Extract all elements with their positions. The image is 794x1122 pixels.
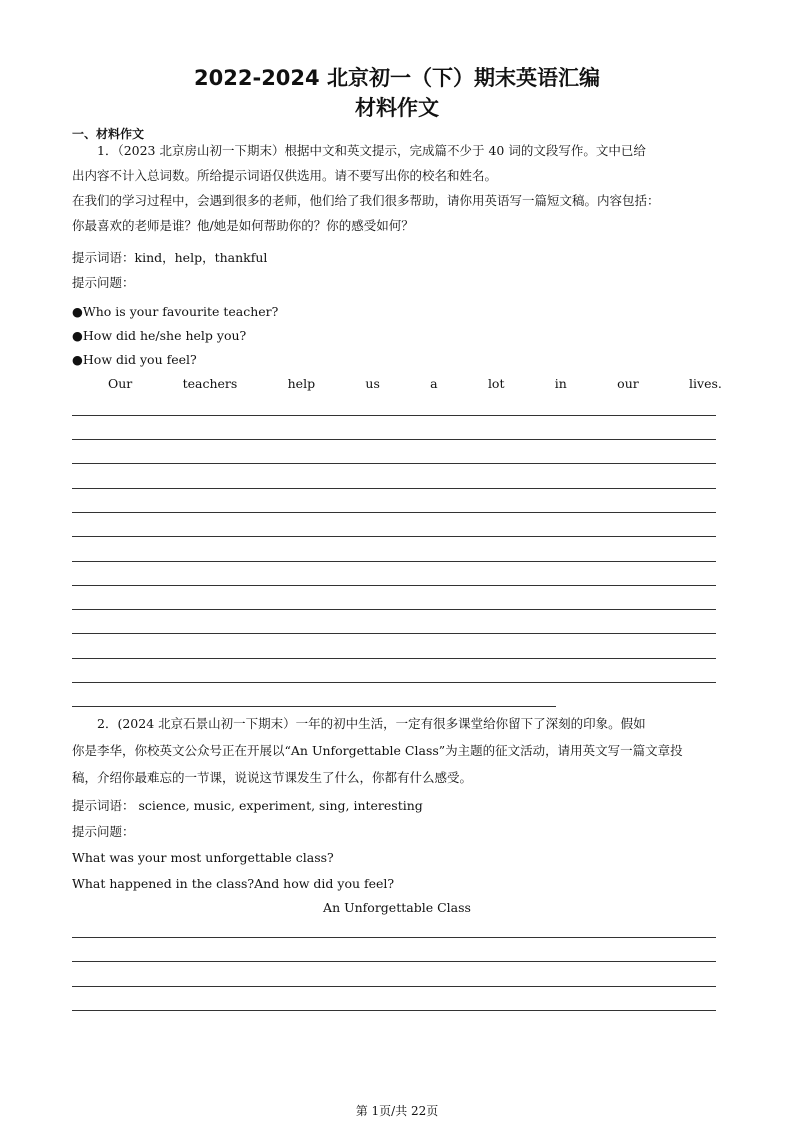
- q1-bullet-2: ●How did he/she help you?: [72, 328, 247, 343]
- opening-word: Our: [108, 376, 133, 391]
- writing-line[interactable]: [72, 463, 716, 464]
- writing-line[interactable]: [72, 1010, 716, 1011]
- opening-word: teachers: [182, 376, 238, 391]
- writing-line[interactable]: [72, 633, 716, 634]
- opening-word: our: [617, 376, 639, 391]
- q2-line-2: 你是李华，你校英文公众号正在开展以“An Unforgettable Class”为主题的征文活动，请用英文写一篇文章投: [72, 743, 683, 758]
- q1-bullet-1: ●Who is your favourite teacher?: [72, 304, 279, 319]
- q1-line-4: 你最喜欢的老师是谁？他/她是如何帮助你的？你的感受如何？: [72, 218, 414, 233]
- writing-line[interactable]: [72, 658, 716, 659]
- essay-title: An Unforgettable Class: [323, 900, 471, 915]
- opening-word: a: [430, 376, 438, 391]
- writing-line[interactable]: [72, 585, 716, 586]
- q2-question-1: What was your most unforgettable class?: [72, 850, 334, 865]
- writing-line[interactable]: [72, 561, 716, 562]
- q1-line-2: 出内容不计入总词数。所给提示词语仅供选用。请不要写出你的校名和姓名。: [72, 168, 498, 183]
- writing-line[interactable]: [72, 439, 716, 440]
- writing-line[interactable]: [72, 609, 716, 610]
- q1-bullet-3: ●How did you feel?: [72, 352, 197, 367]
- opening-word: us: [365, 376, 380, 391]
- writing-line[interactable]: [72, 986, 716, 987]
- page-subtitle: 材料作文: [355, 96, 439, 120]
- q1-hint-questions-label: 提示问题：: [72, 275, 135, 290]
- opening-word: help: [287, 376, 316, 391]
- q1-hint-words: 提示词语：kind，help，thankful: [72, 250, 268, 265]
- writing-line-short[interactable]: [72, 706, 556, 707]
- q1-line-3: 在我们的学习过程中，会遇到很多的老师，他们给了我们很多帮助，请你用英语写一篇短文稿。内容包括：: [72, 193, 660, 208]
- opening-word: lot: [487, 376, 505, 391]
- q2-question-2: What happened in the class?And how did you feel?: [72, 876, 395, 891]
- q2-line-1: 2．(2024 北京石景山初一下期末）一年的初中生活，一定有很多课堂给你留下了深刻的印象。假如: [72, 716, 646, 731]
- writing-line[interactable]: [72, 536, 716, 537]
- writing-line[interactable]: [72, 937, 716, 938]
- q2-hint-questions-label: 提示问题：: [72, 824, 135, 839]
- q2-hint-words: 提示词语： science, music, experiment, sing, interesting: [72, 798, 423, 813]
- page-title: 2022-2024 北京初一（下）期末英语汇编: [194, 66, 600, 90]
- opening-word: in: [554, 376, 567, 391]
- writing-line[interactable]: [72, 512, 716, 513]
- q1-opening-sentence: [108, 376, 722, 391]
- writing-line[interactable]: [72, 682, 716, 683]
- opening-word: lives.: [689, 376, 722, 391]
- page-footer: 第 1页/共 22页: [355, 1104, 439, 1118]
- writing-line[interactable]: [72, 961, 716, 962]
- q2-line-3: 稿，介绍你最难忘的一节课，说说这节课发生了什么，你都有什么感受。: [72, 770, 473, 785]
- writing-line[interactable]: [72, 415, 716, 416]
- q1-line-1: 1．（2023 北京房山初一下期末）根据中文和英文提示，完成篇不少于 40 词的文段写作。文中已给: [72, 143, 646, 158]
- writing-line[interactable]: [72, 488, 716, 489]
- section-heading: 一、材料作文: [72, 127, 145, 141]
